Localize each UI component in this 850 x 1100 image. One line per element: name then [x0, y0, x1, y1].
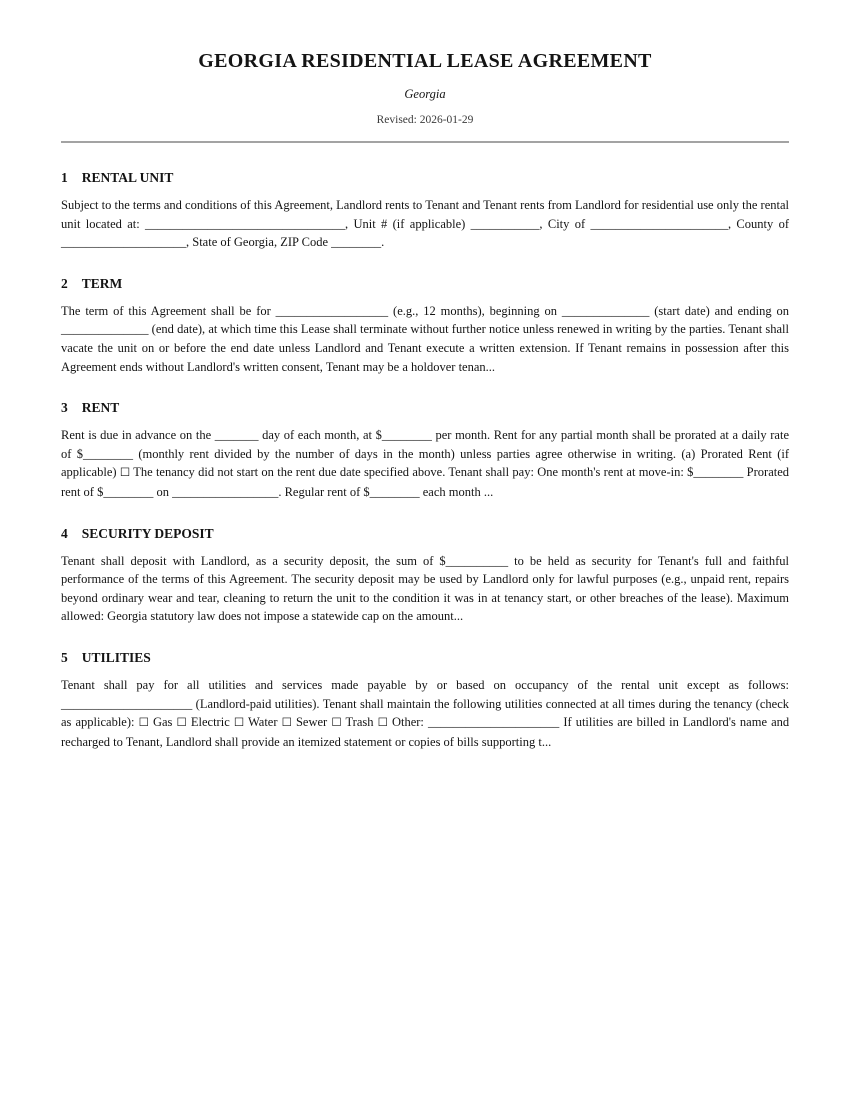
section-number: 3: [61, 400, 68, 416]
section-heading: [61, 276, 789, 292]
section-title: UTILITIES: [81, 649, 151, 665]
document-subtitle: Georgia: [404, 87, 446, 101]
document-header: [61, 50, 789, 143]
section-body-text: Tenant shall pay for all utilities and services made payable by or based on occupancy of the rental unit except as follows: _____________________ (Landlord-paid utilities). Tenant shall maintain the following utilities connected at all times during the tenancy (check as applicable):: [61, 677, 789, 730]
header-divider: [61, 141, 789, 143]
checkbox-electric[interactable]: ☐: [176, 717, 187, 730]
checkbox-electric-label: Electric: [190, 715, 230, 730]
section-body: [61, 426, 789, 501]
section-rental-unit: [61, 170, 789, 252]
section-body: Tenant shall deposit with Landlord, as a security deposit, the sum of $__________ to be held as security for Tenant's full and faithful performance of the terms of this Agreement. The security deposit may be used by Landlord only for lawful purposes (e.g., unpaid rent, repairs beyond ordinary wear and tear, cleaning to return the unit to the condition it was in at tenancy start, or other breaches of the lease). Maximum allowed: Georgia statutory law does not impose a statewide cap on the amount...: [61, 553, 789, 624]
checkbox-gas[interactable]: ☐: [138, 717, 149, 730]
section-title: SECURITY DEPOSIT: [81, 525, 214, 541]
document-title: GEORGIA RESIDENTIAL LEASE AGREEMENT: [198, 50, 652, 72]
checkbox-water[interactable]: ☐: [233, 717, 245, 730]
section-body-text: If utilities are billed in Landlord's name and recharged to Tenant, Landlord shall provide an itemized statement or copies of bills supporting t...: [61, 715, 790, 749]
section-security-deposit: [61, 526, 789, 626]
section-term: [61, 276, 789, 376]
section-heading: [61, 650, 789, 666]
section-body-text: The tenancy did not start on the rent due date specified above. Tenant shall pay: One month's rent at move-in: $________ Prorated rent of $________ on _________________. Regular rent of $________ each month ...: [61, 465, 790, 499]
checkbox-other[interactable]: ☐: [377, 717, 388, 730]
document-sections: [61, 170, 789, 751]
prorated-rent-checkbox[interactable]: ☐: [119, 467, 131, 480]
section-number: 1: [61, 170, 68, 185]
section-body: The term of this Agreement shall be for __________________ (e.g., 12 months), beginning on ______________ (start date) and ending on ______________ (end date), at which time this Lease shall terminate without further notice unless renewed in writing by the parties. Tenant shall vacate the unit on or before the end date unless Landlord and Tenant execute a written extension. If Tenant remains in possession after this Agreement ends without Landlord's written consent, Tenant may be a holdover tenan...: [61, 303, 789, 374]
checkbox-water-label: Water: [247, 715, 278, 730]
checkbox-gas-label: Gas: [152, 715, 173, 730]
checkbox-sewer[interactable]: ☐: [281, 717, 292, 730]
section-heading: [61, 170, 789, 186]
checkbox-other-label: Other:: [391, 715, 424, 730]
section-title: TERM: [81, 275, 123, 291]
section-utilities: [61, 650, 789, 751]
section-number: 2: [61, 275, 68, 291]
section-number: 5: [61, 649, 68, 665]
other-utilities-blank: _____________________: [427, 715, 560, 730]
section-body-text: Rent is due in advance on the _______ day of each month, at $________ per month. Rent for any partial month shall be prorated at a daily rate of $________ (monthly rent divided by the number of days in the month) unless parties agree otherwise in writing. (a) Prorated Rent (if applicable): [61, 428, 789, 480]
section-heading: [61, 400, 789, 416]
section-body: [61, 676, 789, 751]
checkbox-trash-label: Trash: [345, 715, 374, 730]
document-revised-date: Revised: 2026-01-29: [376, 114, 474, 126]
checkbox-trash[interactable]: ☐: [331, 717, 342, 730]
section-heading: [61, 526, 789, 542]
section-rent: [61, 400, 789, 501]
section-body: Subject to the terms and conditions of this Agreement, Landlord rents to Tenant and Tenant rents from Landlord for residential use only the rental unit located at: ________________________________, Unit # (if applicable) ___________, City of ______________________, County of ____________________, State of Georgia, ZIP Code ________.: [61, 198, 789, 250]
section-title: RENT: [81, 400, 120, 416]
checkbox-sewer-label: Sewer: [295, 715, 328, 730]
section-title: RENTAL UNIT: [81, 170, 174, 185]
section-number: 4: [61, 525, 68, 541]
